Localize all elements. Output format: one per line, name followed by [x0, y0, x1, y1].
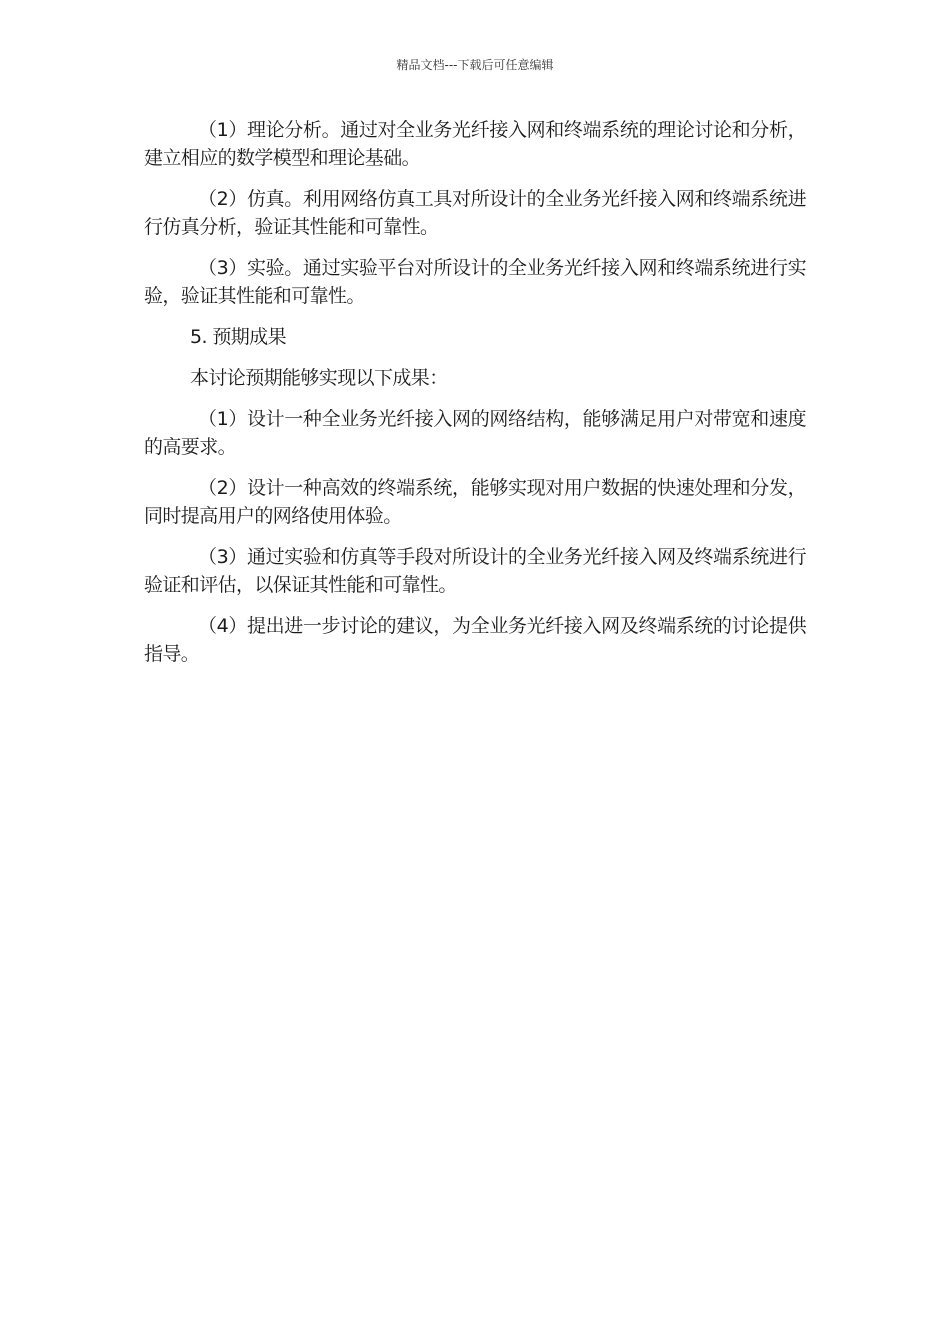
- result-suggestion-paragraph: （4）提出进一步讨论的建议，为全业务光纤接入网及终端系统的讨论提供指导。: [144, 615, 806, 665]
- result-network-paragraph: （1）设计一种全业务光纤接入网的网络结构，能够满足用户对带宽和速度的高要求。: [144, 408, 806, 458]
- result-terminal-paragraph: （2）设计一种高效的终端系统，能够实现对用户数据的快速处理和分发，同时提高用户的网络使用体验。: [144, 477, 806, 527]
- section-heading-expected-results: 5. 预期成果: [190, 326, 286, 348]
- method-experiment-paragraph: （3）实验。通过实验平台对所设计的全业务光纤接入网和终端系统进行实验，验证其性能和可靠性。: [144, 257, 806, 307]
- results-intro-paragraph: 本讨论预期能够实现以下成果：: [190, 367, 448, 389]
- document-body: [144, 116, 806, 681]
- method-simulation-paragraph: （2）仿真。利用网络仿真工具对所设计的全业务光纤接入网和终端系统进行仿真分析，验证其性能和可靠性。: [144, 188, 806, 238]
- page-header: 精品文档---下载后可任意编辑: [396, 58, 554, 72]
- result-validation-paragraph: （3）通过实验和仿真等手段对所设计的全业务光纤接入网及终端系统进行验证和评估，以保证其性能和可靠性。: [144, 546, 806, 596]
- method-theory-paragraph: （1）理论分析。通过对全业务光纤接入网和终端系统的理论讨论和分析，建立相应的数学模型和理论基础。: [144, 119, 806, 169]
